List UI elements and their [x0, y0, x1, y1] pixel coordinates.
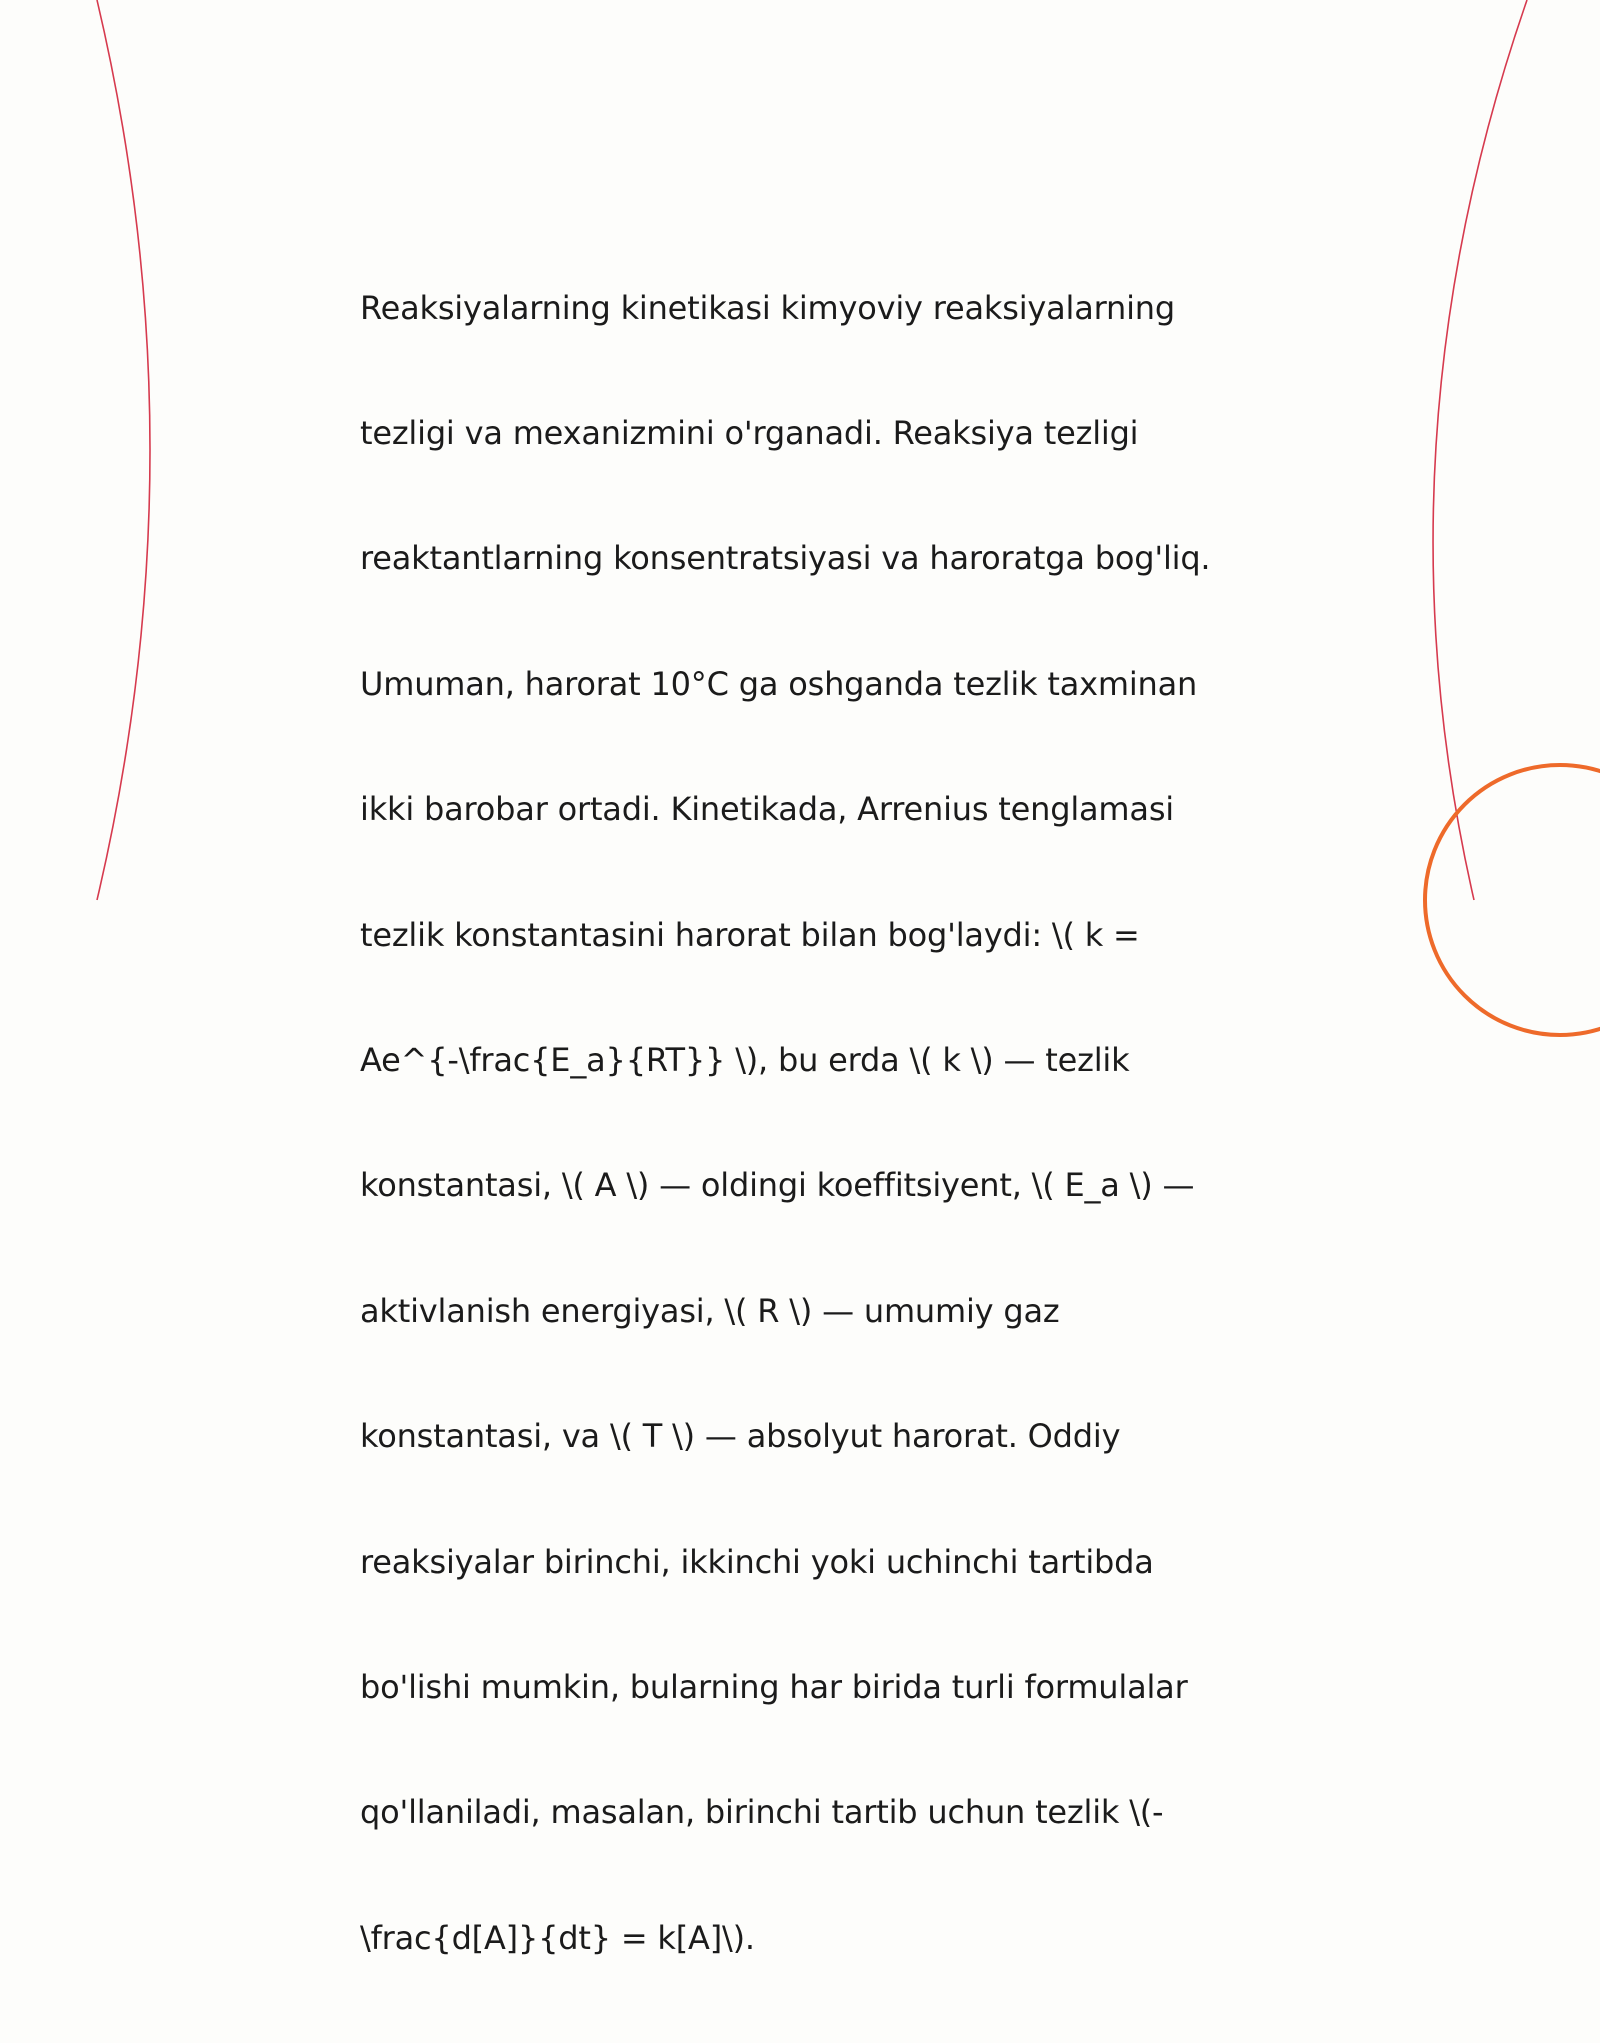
body-line-5: ikki barobar ortadi. Kinetikada, Arrenius tenglamasi — [360, 790, 1174, 829]
body-line-10: konstantasi, va \( T \) — absolyut harorat. Oddiy — [360, 1417, 1121, 1456]
body-line-2: tezligi va mexanizmini o'rganadi. Reaksiya tezligi — [360, 413, 1139, 452]
body-line-13: qo'llaniladi, masalan, birinchi tartib uchun tezlik \(- — [360, 1793, 1164, 1832]
orange-circle-accent — [1425, 765, 1600, 1035]
body-line-6: tezlik konstantasini harorat bilan bog'laydi: \( k = — [360, 915, 1140, 954]
body-text — [360, 204, 1260, 2043]
right-curve-line — [1433, 0, 1527, 900]
body-line-14: \frac{d[A]}{dt} = k[A]\). — [360, 1918, 755, 1957]
left-curve-line — [97, 0, 150, 900]
body-line-1: Reaksiyalarning kinetikasi kimyoviy reaksiyalarning — [360, 288, 1176, 327]
body-line-8: konstantasi, \( A \) — oldingi koeffitsiyent, \( E_a \) — — [360, 1166, 1195, 1205]
body-line-9: aktivlanish energiyasi, \( R \) — umumiy gaz — [360, 1291, 1060, 1330]
body-line-12: bo'lishi mumkin, bularning har birida turli formulalar — [360, 1667, 1188, 1706]
body-line-3: reaktantlarning konsentratsiyasi va haroratga bog'liq. — [360, 539, 1211, 578]
body-line-11: reaksiyalar birinchi, ikkinchi yoki uchinchi tartibda — [360, 1542, 1154, 1581]
body-line-7: Ae^{-\frac{E_a}{RT}} \), bu erda \( k \) — tezlik — [360, 1040, 1130, 1079]
body-line-4: Umuman, harorat 10°C ga oshganda tezlik taxminan — [360, 664, 1198, 703]
